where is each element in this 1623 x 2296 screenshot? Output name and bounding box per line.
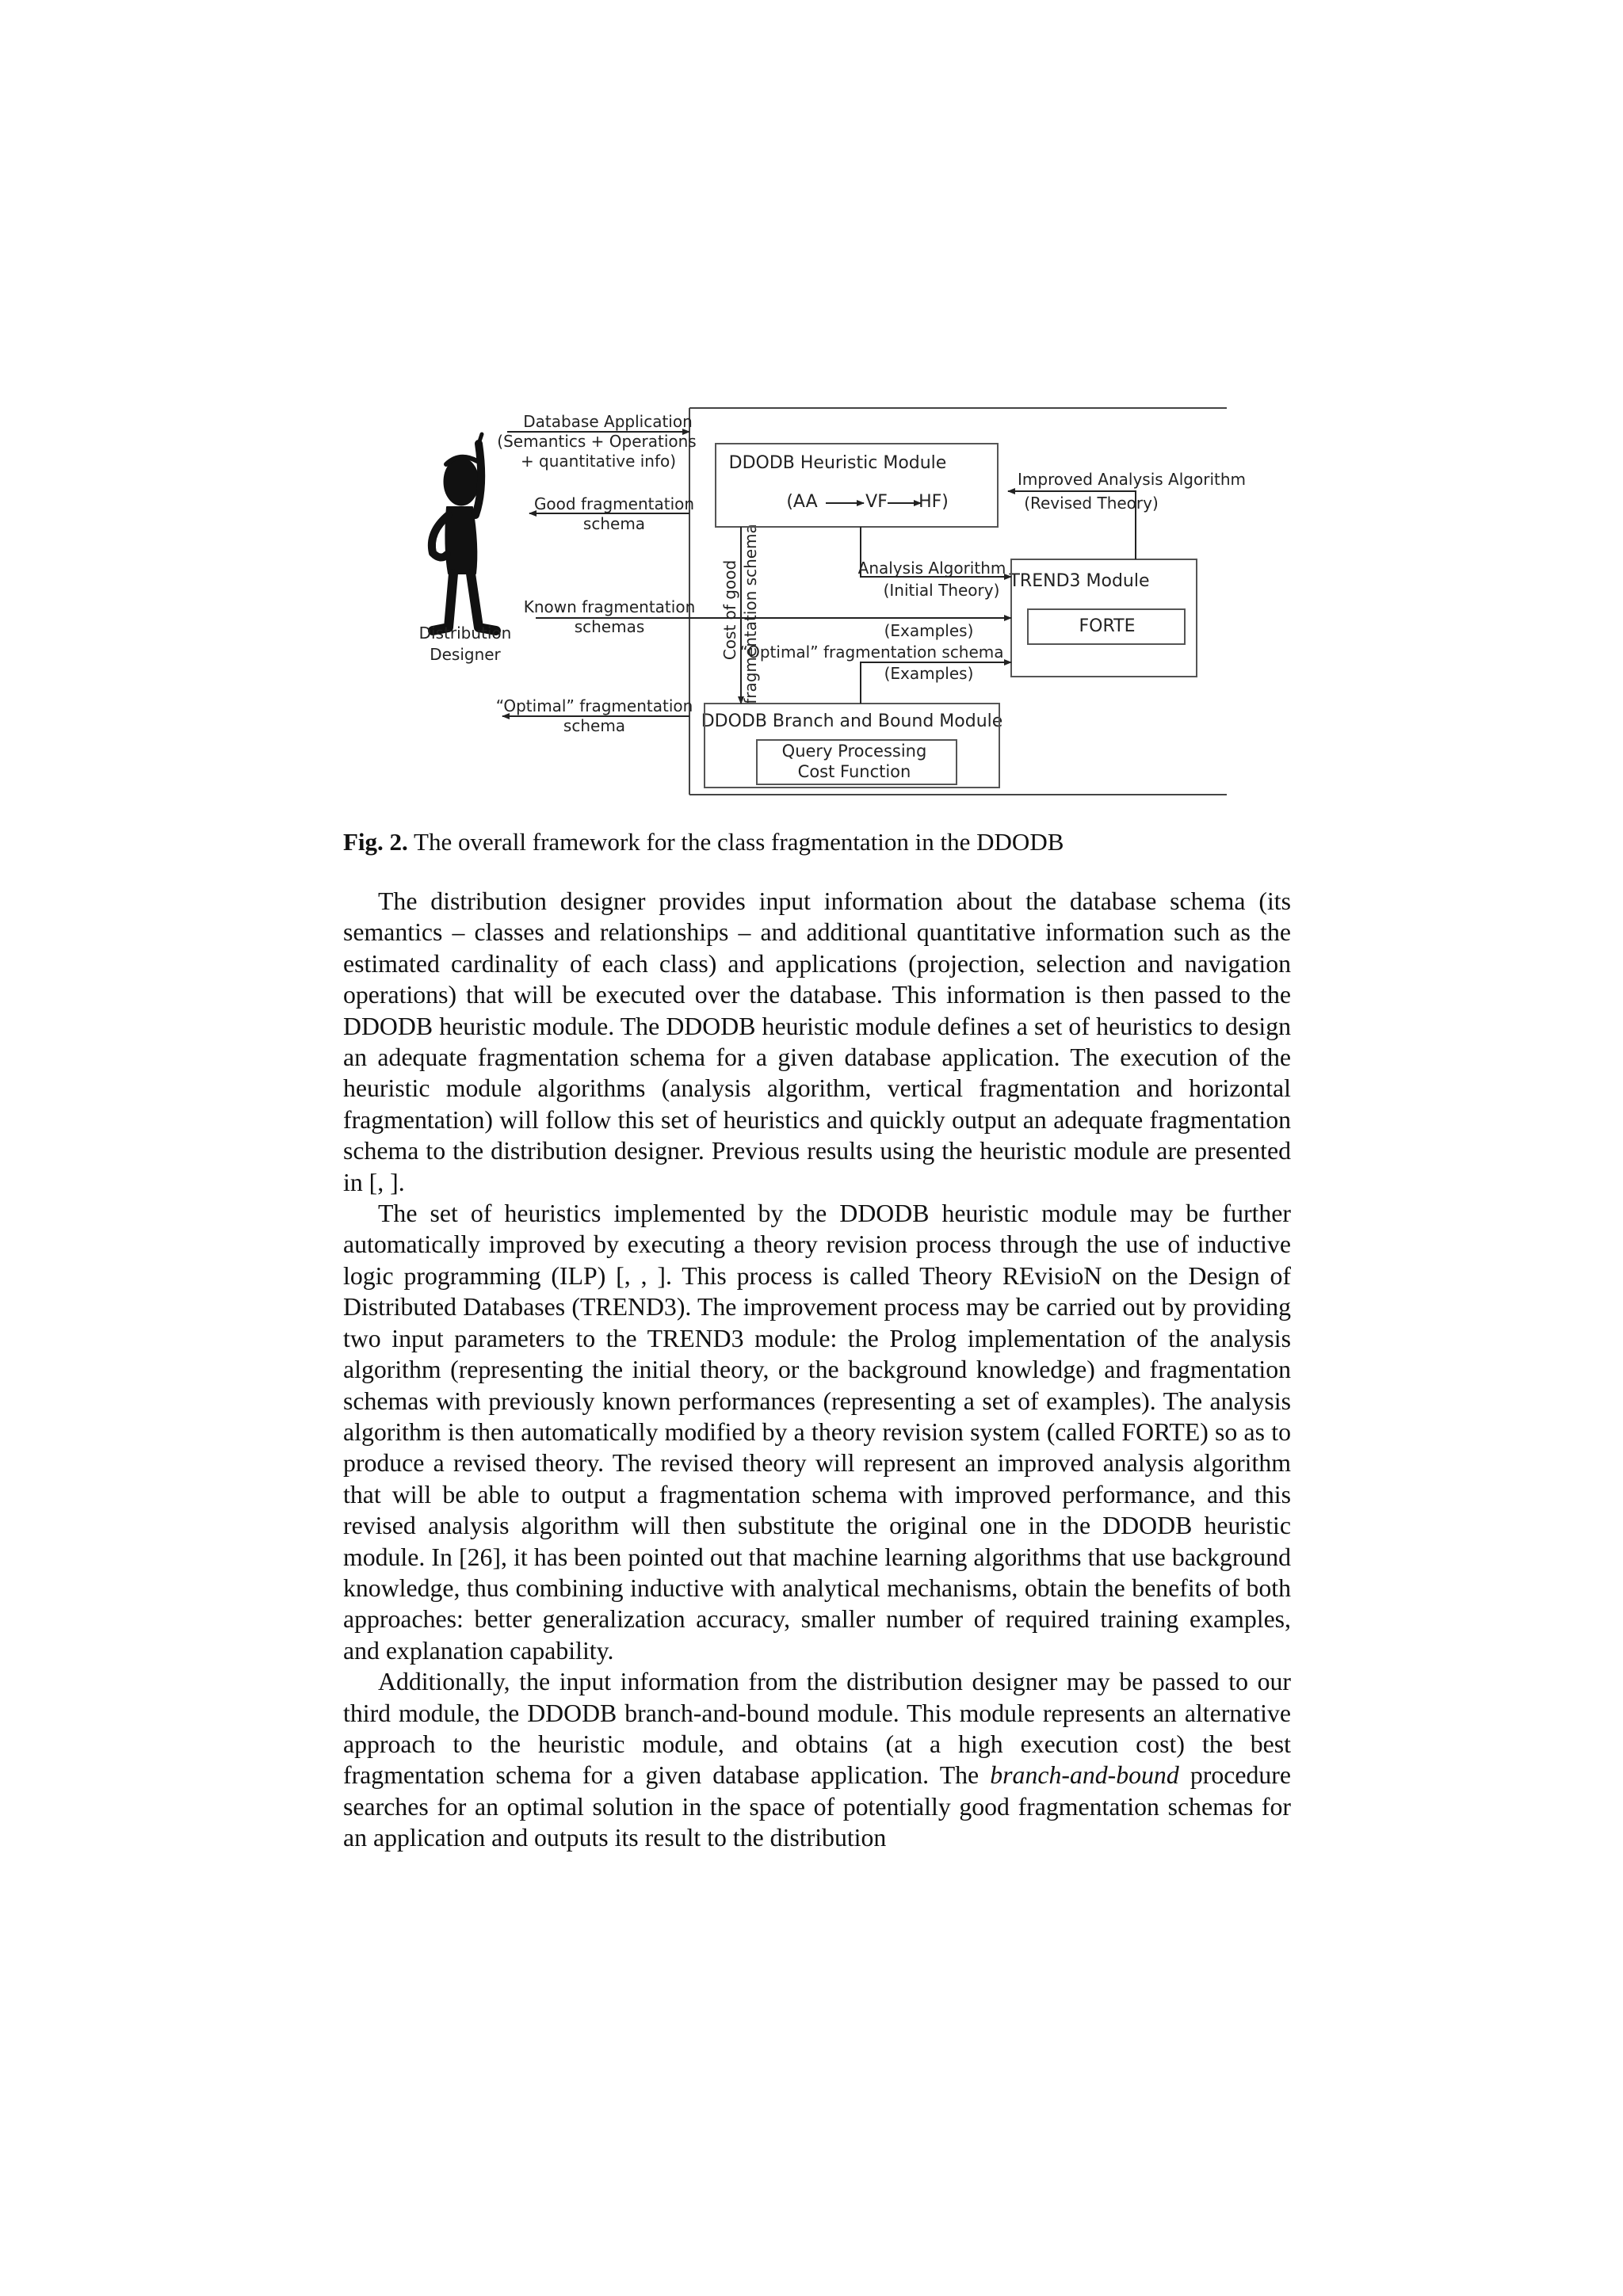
heuristic-hf-label: HF) [918,492,949,512]
paragraph-2: The set of heuristics implemented by the DDODB heuristic module may be further automatically improved by executing a theory revision process through the use of inductive logic programming (ILP) [, , ]. This process is called Theory REvisioN on the Design of Distributed Databases (TREND3). The improvement process may be carried out by providing two input parameters to the TREND3 module: the Prolog implementation of the analysis algorithm (representing the initial theory, or the background knowledge) and fragmentation schemas with previously known performances (representing a set of examples). The analysis algorithm is then automatically modified by a theory revision system (called FORTE) so as to produce a revised theory. The revised theory will represent an improved analysis algorithm that will be able to output a fragmentation schema with improved performance, and this revised analysis algorithm will then substitute the original one in the DDODB heuristic module. In [26], it has been pointed out that machine learning algorithms that use background knowledge, thus combining inductive with analytical mechanisms, obtain the benefits of both approaches: better generalization accuracy, smaller number of required training examples, and explanation capability. [343,1199,1291,1665]
query-processing-label-1: Query Processing [781,742,927,761]
optimal-output-label-2: schema [563,716,626,735]
designer-label-2: Designer [430,645,501,664]
examples-label-1: (Examples) [884,621,974,640]
trend3-module-title: TREND3 Module [1009,571,1150,591]
heuristic-module-title: DDODB Heuristic Module [728,453,947,473]
figure-caption-label: Fig. 2. [343,828,408,856]
branch-bound-module-title: DDODB Branch and Bound Module [701,711,1003,731]
designer-label-1: Distribution [418,624,512,643]
paragraph-1: The distribution designer provides input information about the database schema (its semantics – classes and relationships – and additional quantitative information such as the estimated cardinality of each class) and applications (projection, selection and navigation operations) that will be executed over the database. This information is then passed to the DDODB heuristic module. The DDODB heuristic module defines a set of heuristics to design an adequate fragmentation schema for a given database application. The execution of the heuristic module algorithms (analysis algorithm, vertical fragmentation and horizontal fragmentation) will follow this set of heuristics and quickly output an adequate fragmentation schema to the distribution designer. Previous results using the heuristic module are presented in [, ]. [343,887,1291,1196]
database-application-sub-1: (Semantics + Operations [497,432,697,451]
cost-label-1: Cost of good [720,559,739,661]
query-processing-label-2: Cost Function [797,762,911,781]
paragraph-3 [343,1666,1291,1853]
body-text [343,886,1291,1854]
database-application-sub-2: + quantitative info) [520,452,677,471]
heuristic-aa-label: (AA [786,492,818,512]
cost-label-2: fragmentation schema [741,524,760,704]
improved-algorithm-label-1: Improved Analysis Algorithm [1018,470,1246,489]
examples-label-2: (Examples) [884,664,974,683]
good-fragmentation-label-2: schema [582,514,646,533]
optimal-output-label-1: “Optimal” fragmentation [495,696,693,715]
optimal-input-label: “Optimal” fragmentation schema [739,643,1004,662]
paragraph-3-start: Additionally, the input information from the distribution designer may be passed to our third module, the DDODB branch-and-bound module. This module represents an alternative approach to the heuristic module, and obtains (at a high execution cost) the best fragmentation schema for a given database application. The [343,1668,1291,1790]
improved-algorithm-label-2: (Revised Theory) [1024,494,1159,513]
heuristic-vf-label: VF [865,492,888,512]
figure-caption-text: The overall framework for the class fragmentation in the DDODB [414,828,1064,856]
designer-figure-icon [432,434,496,631]
known-fragmentation-label-1: Known fragmentation [523,597,696,616]
good-fragmentation-label-1: Good fragmentation [533,494,695,513]
paragraph-3-italic-term: branch-and-bound [990,1761,1179,1790]
paragraph-3-end: procedure searches for an optimal solution in the space of potentially good fragmentation schemas for an application and outputs its result to the distribution [343,1761,1291,1852]
forte-label: FORTE [1079,616,1136,636]
analysis-algorithm-label-1: Analysis Algorithm [857,559,1006,578]
figure-caption [343,826,1294,858]
known-fragmentation-label-2: schemas [574,617,645,636]
analysis-algorithm-label-2: (Initial Theory) [883,581,1000,600]
database-application-label: Database Application [523,412,693,431]
framework-diagram [0,0,1623,824]
